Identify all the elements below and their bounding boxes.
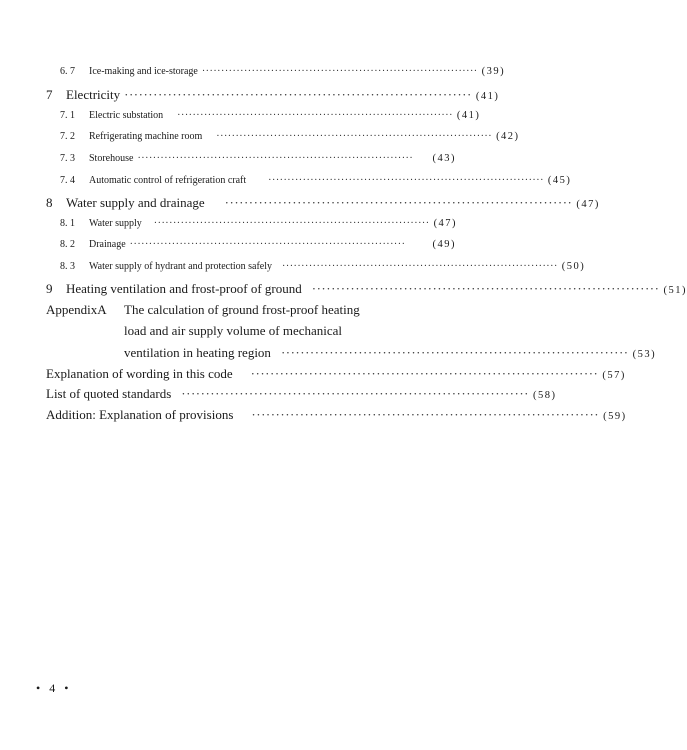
toc-entry-page: (42) [496,131,520,142]
toc-entry-number: 8 [46,195,53,210]
toc-entry-page: (53) [632,349,657,360]
toc-entry-page: (41) [456,110,481,121]
toc-entry-title: Automatic control of refrigeration craft [89,175,247,186]
dot-leader: ········································································ [137,153,414,164]
toc-entry-7-3[interactable] [60,153,456,164]
toc-entry-title: Addition: Explanation of provisions [46,407,234,422]
dot-leader: ········································································ [129,239,406,250]
toc-entry-title: Electricity [66,87,121,102]
toc-entry-8[interactable] [46,195,600,211]
toc-entry-7-4[interactable] [60,175,572,186]
dot-leader: ········································································ [250,366,599,381]
dot-leader: ········································································ [251,407,600,422]
toc-entry-9[interactable] [46,281,687,297]
toc-entry-title: Electric substation [89,110,164,121]
toc-entry-number: 7. 3 [60,153,75,164]
toc-entry-number: 7. 4 [60,175,75,186]
toc-entry-page: (45) [547,175,572,186]
toc-entry-title: Water supply of hydrant and protection safely [89,261,273,272]
toc-entry-page: (49) [432,239,456,250]
toc-entry-8-2[interactable] [60,239,456,250]
dot-leader: ········································································ [280,345,629,360]
toc-entry-number: 8. 3 [60,261,75,272]
toc-entry-page: (43) [432,153,456,164]
toc-entry-7-2[interactable] [60,131,520,142]
toc-entry-number: 8. 1 [60,218,75,229]
toc-entry-number: 7. 1 [60,110,75,121]
dot-leader: ········································································ [224,195,573,210]
toc-entry-number: 9 [46,281,53,296]
appendix-title-line-1: The calculation of ground frost-proof heating [124,302,360,317]
toc-entry-8-1[interactable] [60,218,456,229]
dot-leader: ········································································ [181,386,529,401]
page-number: • 4 • [36,681,72,695]
dot-leader: ········································································ [311,281,660,296]
appendix-label: AppendixA [46,302,107,317]
toc-entry-title: Refrigerating machine room [89,131,203,142]
toc-entry-title: Water supply [89,218,142,229]
toc-entry-appendix-a[interactable] [124,345,657,361]
toc-entry-number: 6. 7 [60,66,75,77]
toc-entry-page: (58) [533,390,557,401]
toc-entry-6-7[interactable] [60,66,506,77]
toc-entry-title: Ice-making and ice-storage [89,66,198,77]
toc-entry-page: (59) [603,411,627,422]
toc-entry-number: 7 [46,87,53,102]
toc-entry-7-1[interactable] [60,110,481,121]
toc-entry-title: Explanation of wording in this code [46,366,233,381]
toc-entry-page: (51) [663,285,687,296]
toc-entry-title: List of quoted standards [46,386,172,401]
toc-entry-page: (47) [433,218,458,229]
toc-entry-page: (57) [602,370,626,381]
toc-entry-title: Drainage [89,239,126,250]
toc-entry-page: (39) [481,66,506,77]
dot-leader: ········································································ [177,110,453,121]
toc-entry-title: Heating ventilation and frost-proof of ground [66,281,302,296]
toc-entry-list-of-quoted-standards[interactable] [46,386,557,402]
dot-leader: ········································································ [216,131,493,142]
toc-entry-number: 8. 2 [60,239,75,250]
toc-entry-7[interactable] [46,87,500,103]
appendix-title-line-3: ventilation in heating region [124,345,271,360]
toc-entry-title: Water supply and drainage [66,195,205,210]
toc-entry-number: 7. 2 [60,131,75,142]
dot-leader: ········································································ [268,175,544,186]
dot-leader: ········································································ [201,66,478,77]
toc-entry-page: (50) [561,261,586,272]
toc-entry-page: (41) [475,91,500,102]
dot-leader: ········································································ [153,218,430,229]
toc-entry-explanation-of-provisions[interactable] [46,407,627,423]
toc-entry-page: (47) [576,199,600,210]
appendix-title-line-2: load and air supply volume of mechanical [124,323,343,338]
toc-entry-title: Storehouse [89,153,134,164]
dot-leader: ········································································ [124,87,472,102]
dot-leader: ········································································ [282,261,558,272]
toc-entry-8-3[interactable] [60,261,586,272]
toc-entry-explanation-of-wording[interactable] [46,366,626,382]
